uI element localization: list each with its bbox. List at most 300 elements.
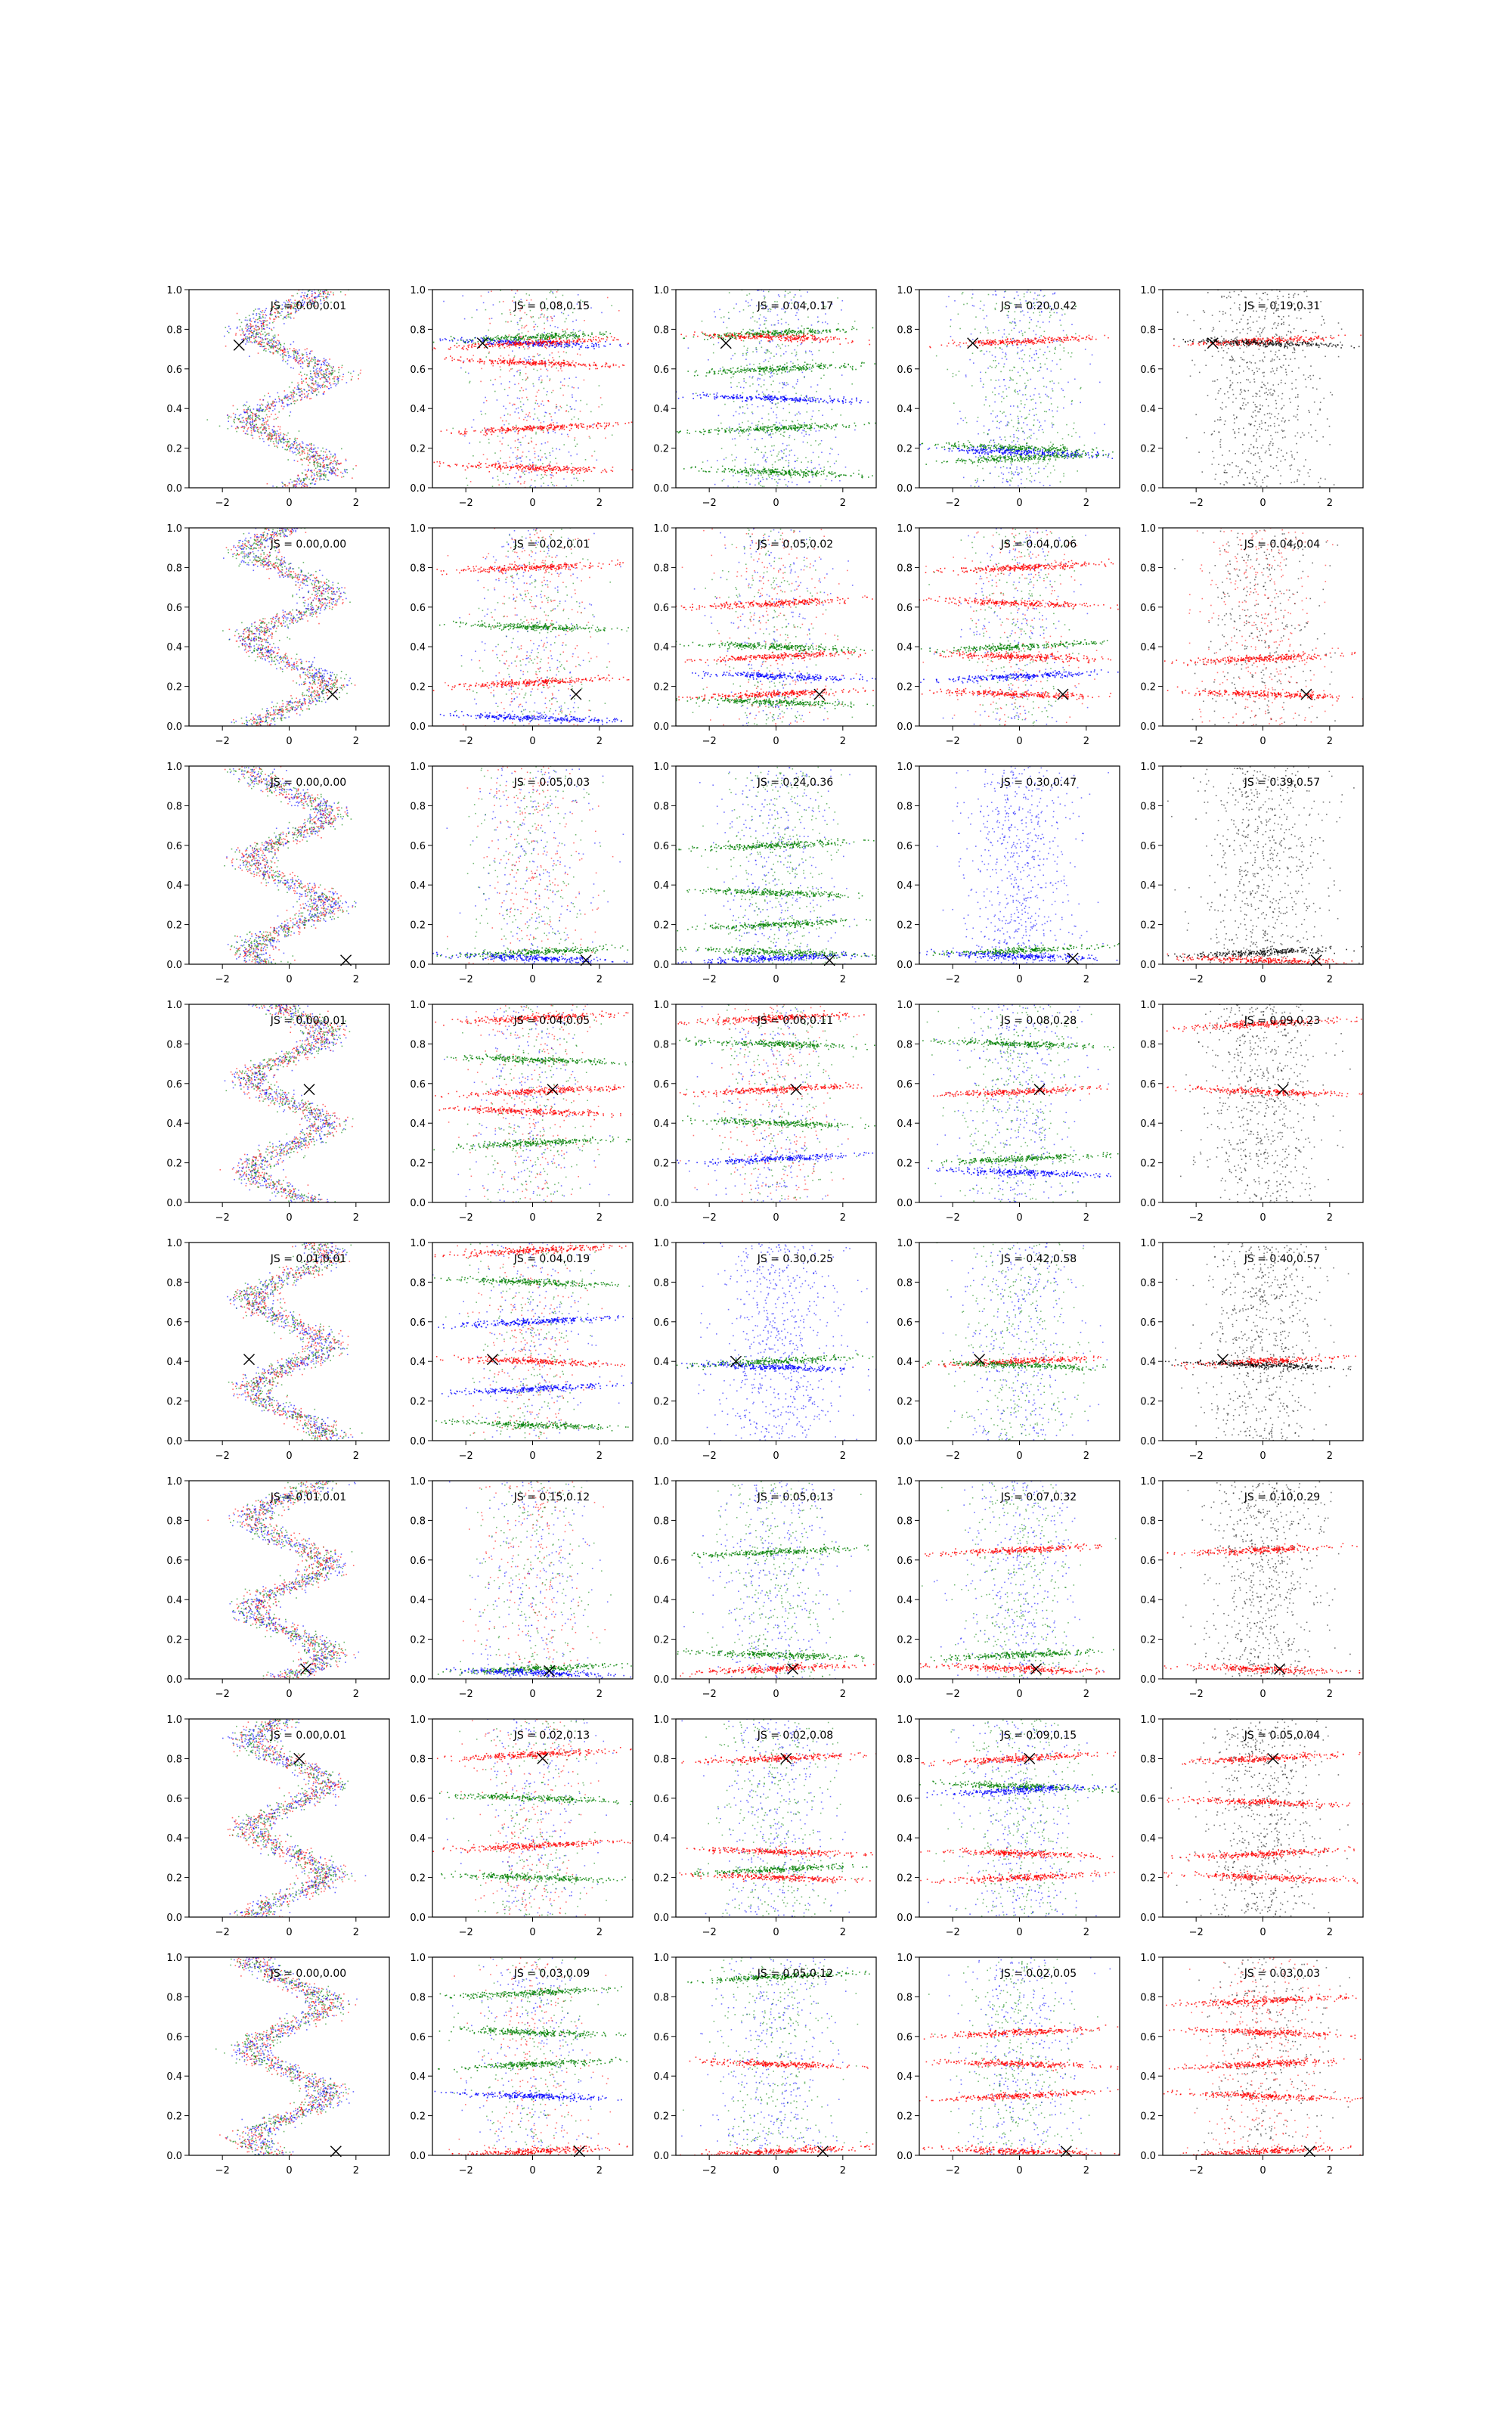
- data-point: [556, 368, 557, 369]
- data-point: [702, 461, 704, 463]
- data-point: [259, 438, 261, 439]
- data-point: [760, 330, 761, 332]
- data-point: [543, 334, 544, 336]
- data-point: [765, 359, 767, 361]
- data-point: [253, 336, 255, 337]
- data-point: [261, 424, 262, 426]
- data-point: [288, 442, 290, 443]
- data-point: [541, 345, 542, 346]
- data-point: [426, 340, 428, 342]
- data-point: [245, 338, 246, 340]
- data-point: [784, 479, 785, 480]
- data-point: [773, 380, 774, 382]
- data-point: [333, 470, 334, 472]
- data-point: [547, 429, 549, 430]
- data-point: [723, 316, 725, 318]
- data-point: [306, 476, 308, 477]
- data-point: [501, 337, 503, 339]
- data-point: [448, 465, 449, 467]
- data-point: [575, 366, 576, 368]
- data-point: [758, 482, 760, 484]
- data-point: [514, 338, 516, 340]
- data-point: [513, 296, 515, 298]
- data-point: [562, 395, 564, 396]
- data-point: [293, 452, 294, 454]
- data-point: [472, 343, 474, 344]
- data-point: [308, 465, 309, 467]
- data-point: [537, 417, 538, 419]
- data-point: [302, 292, 303, 293]
- data-point: [309, 297, 311, 299]
- data-point: [494, 344, 496, 346]
- data-point: [572, 386, 573, 388]
- data-point: [501, 340, 503, 341]
- data-point: [796, 334, 798, 336]
- data-point: [593, 424, 595, 425]
- data-point: [529, 464, 531, 465]
- data-point: [479, 442, 481, 443]
- data-point: [503, 340, 504, 342]
- data-point: [235, 334, 237, 336]
- data-point: [764, 380, 765, 381]
- data-point: [314, 297, 316, 299]
- data-point: [500, 362, 502, 364]
- data-point: [324, 291, 325, 293]
- data-point: [282, 360, 284, 361]
- data-point: [299, 355, 300, 357]
- data-point: [778, 454, 779, 455]
- data-point: [789, 412, 791, 414]
- data-point: [794, 439, 795, 441]
- data-point: [810, 328, 811, 330]
- data-point: [289, 483, 290, 485]
- data-point: [525, 367, 527, 368]
- data-point: [249, 355, 250, 357]
- data-point: [815, 440, 816, 442]
- data-point: [513, 359, 515, 361]
- y-tick-label: 0.6: [166, 365, 182, 376]
- data-point: [228, 326, 230, 327]
- data-point: [771, 478, 773, 479]
- data-point: [744, 413, 745, 414]
- data-point: [271, 438, 272, 439]
- data-point: [618, 340, 619, 341]
- data-point: [528, 339, 530, 340]
- data-point: [334, 371, 336, 372]
- data-point: [805, 431, 807, 433]
- data-point: [776, 481, 777, 482]
- data-point: [295, 484, 296, 486]
- data-point: [281, 482, 283, 483]
- data-point: [314, 483, 316, 485]
- data-point: [549, 334, 550, 335]
- data-point: [321, 475, 322, 476]
- data-point: [568, 436, 569, 438]
- data-point: [268, 420, 269, 421]
- data-point: [246, 420, 247, 421]
- data-point: [467, 485, 469, 486]
- data-point: [336, 464, 337, 466]
- data-point: [842, 300, 844, 302]
- data-point: [458, 360, 460, 361]
- data-point: [600, 334, 601, 335]
- data-point: [524, 349, 525, 350]
- data-point: [524, 474, 525, 476]
- data-point: [510, 337, 512, 338]
- data-point: [449, 349, 451, 350]
- data-point: [277, 392, 279, 394]
- data-point: [525, 417, 526, 418]
- data-point: [571, 428, 572, 430]
- data-point: [280, 439, 282, 440]
- data-point: [587, 428, 588, 430]
- data-point: [267, 324, 268, 326]
- data-point: [546, 475, 547, 476]
- data-point: [262, 410, 264, 411]
- data-point: [328, 388, 330, 389]
- data-point: [559, 338, 560, 340]
- data-point: [296, 401, 297, 402]
- data-point: [606, 425, 608, 427]
- data-point: [535, 464, 537, 466]
- data-point: [516, 427, 517, 428]
- data-point: [305, 478, 306, 479]
- data-point: [531, 471, 532, 473]
- data-point: [543, 482, 544, 484]
- data-point: [240, 326, 241, 327]
- data-point: [732, 439, 733, 440]
- data-point: [512, 368, 513, 370]
- data-point: [791, 450, 792, 451]
- data-point: [488, 352, 490, 354]
- data-point: [553, 390, 554, 392]
- data-point: [256, 313, 258, 315]
- data-point: [342, 376, 344, 377]
- data-point: [829, 453, 831, 455]
- data-point: [519, 417, 520, 419]
- data-point: [313, 461, 314, 463]
- data-point: [311, 387, 312, 389]
- data-point: [514, 384, 516, 386]
- data-point: [314, 389, 316, 391]
- data-point: [772, 464, 773, 466]
- data-point: [463, 349, 464, 350]
- data-point: [287, 486, 289, 487]
- data-point: [288, 357, 290, 358]
- data-point: [340, 291, 342, 293]
- data-point: [585, 459, 587, 461]
- data-point: [326, 372, 327, 374]
- data-point: [300, 358, 302, 360]
- data-point: [483, 337, 485, 338]
- data-point: [813, 468, 814, 470]
- data-point: [743, 309, 745, 311]
- data-point: [274, 405, 276, 407]
- y-tick-label: 0.4: [166, 404, 182, 415]
- data-point: [483, 339, 485, 340]
- data-point: [772, 340, 773, 342]
- data-point: [489, 339, 491, 340]
- data-point: [804, 377, 805, 379]
- data-point: [293, 389, 294, 391]
- data-point: [742, 406, 744, 408]
- data-point: [807, 291, 808, 293]
- data-point: [482, 430, 483, 431]
- data-point: [257, 427, 259, 429]
- data-point: [603, 338, 604, 340]
- data-point: [525, 380, 527, 381]
- data-point: [314, 359, 316, 361]
- data-point: [535, 402, 537, 404]
- data-point: [278, 349, 280, 350]
- data-point: [550, 362, 552, 364]
- data-point: [768, 291, 770, 293]
- data-point: [491, 290, 492, 292]
- data-point: [758, 367, 759, 368]
- data-point: [801, 461, 802, 463]
- data-point: [343, 476, 345, 478]
- data-point: [329, 365, 330, 367]
- data-point: [329, 294, 330, 296]
- data-point: [500, 468, 501, 470]
- data-point: [500, 441, 501, 442]
- data-point: [315, 458, 317, 459]
- data-point: [330, 457, 331, 458]
- data-point: [569, 430, 571, 432]
- data-point: [506, 465, 507, 467]
- data-point: [248, 328, 249, 330]
- data-point: [763, 332, 764, 334]
- data-point: [544, 453, 546, 455]
- data-point: [779, 296, 780, 297]
- data-point: [262, 438, 264, 439]
- data-point: [471, 347, 472, 349]
- data-point: [316, 364, 318, 365]
- data-point: [260, 431, 262, 433]
- data-point: [591, 346, 593, 347]
- data-point: [563, 470, 565, 471]
- data-point: [307, 452, 308, 454]
- data-point: [545, 467, 547, 468]
- data-point: [497, 340, 499, 342]
- data-point: [274, 340, 275, 342]
- data-point: [618, 310, 620, 312]
- data-point: [619, 345, 621, 346]
- data-point: [558, 371, 559, 372]
- data-point: [327, 381, 329, 383]
- data-point: [306, 356, 308, 358]
- data-point: [319, 466, 321, 467]
- data-point: [707, 335, 708, 337]
- data-point: [333, 372, 334, 374]
- data-point: [250, 341, 252, 343]
- data-point: [749, 483, 751, 485]
- data-point: [534, 363, 535, 365]
- data-point: [702, 321, 703, 322]
- data-point: [468, 463, 469, 464]
- data-point: [277, 447, 278, 448]
- data-point: [461, 433, 463, 435]
- data-point: [652, 470, 654, 471]
- data-point: [458, 431, 460, 433]
- data-point: [308, 456, 309, 458]
- data-point: [762, 458, 764, 459]
- data-point: [318, 448, 319, 449]
- data-point: [296, 358, 298, 360]
- data-point: [804, 333, 805, 334]
- data-point: [562, 335, 564, 337]
- data-point: [797, 359, 798, 361]
- data-point: [307, 477, 308, 479]
- data-point: [789, 292, 791, 293]
- data-point: [328, 376, 330, 377]
- data-point: [256, 330, 257, 331]
- data-point: [259, 313, 260, 315]
- data-point: [754, 321, 756, 322]
- data-point: [590, 307, 592, 309]
- data-point: [799, 413, 801, 414]
- data-point: [579, 469, 581, 470]
- data-point: [764, 298, 766, 299]
- data-point: [543, 432, 544, 433]
- data-point: [829, 388, 831, 389]
- data-point: [551, 352, 553, 354]
- data-point: [319, 470, 321, 472]
- data-point: [505, 343, 507, 344]
- data-point: [317, 453, 318, 455]
- data-point: [463, 341, 465, 343]
- data-point: [353, 371, 355, 372]
- data-point: [520, 458, 522, 459]
- data-point: [609, 424, 610, 425]
- data-point: [282, 402, 284, 404]
- data-point: [284, 434, 286, 436]
- data-point: [329, 374, 330, 375]
- data-point: [307, 485, 308, 486]
- data-point: [806, 433, 807, 435]
- data-point: [496, 342, 497, 343]
- data-point: [580, 470, 581, 472]
- data-point: [308, 450, 309, 451]
- data-point: [243, 430, 245, 432]
- data-point: [316, 371, 318, 373]
- data-point: [284, 354, 286, 355]
- data-point: [246, 320, 248, 321]
- data-point: [789, 437, 790, 439]
- data-point: [261, 325, 262, 327]
- data-point: [768, 434, 770, 436]
- data-point: [582, 427, 584, 428]
- data-point: [752, 351, 754, 352]
- data-point: [314, 361, 316, 363]
- data-point: [601, 404, 603, 405]
- data-point: [591, 343, 593, 345]
- data-point: [308, 358, 309, 359]
- data-point: [566, 337, 568, 338]
- data-point: [259, 316, 260, 318]
- data-point: [547, 370, 549, 371]
- data-point: [273, 441, 274, 442]
- data-point: [315, 369, 317, 371]
- data-point: [528, 361, 529, 362]
- data-point: [288, 447, 290, 448]
- data-point: [497, 479, 499, 481]
- data-point: [524, 482, 525, 484]
- data-point: [768, 475, 770, 476]
- data-point: [720, 317, 722, 318]
- data-point: [251, 427, 253, 428]
- data-point: [784, 296, 785, 298]
- data-point: [814, 428, 816, 430]
- data-point: [344, 469, 345, 470]
- data-point: [544, 358, 545, 359]
- data-point: [254, 330, 256, 332]
- data-point: [325, 474, 327, 476]
- data-point: [547, 425, 549, 427]
- data-point: [771, 437, 773, 439]
- data-point: [593, 427, 594, 429]
- data-point: [322, 385, 324, 386]
- data-point: [428, 340, 429, 342]
- data-point: [321, 374, 322, 376]
- data-point: [293, 399, 294, 400]
- data-point: [812, 354, 813, 355]
- data-point: [765, 452, 767, 454]
- data-point: [541, 478, 542, 479]
- data-point: [854, 327, 855, 329]
- data-point: [801, 332, 803, 334]
- data-point: [572, 346, 573, 348]
- data-point: [818, 321, 820, 322]
- data-point: [540, 317, 541, 318]
- data-point: [526, 314, 528, 315]
- data-point: [276, 436, 277, 438]
- data-point: [804, 430, 805, 432]
- data-point: [571, 365, 572, 366]
- data-point: [207, 419, 209, 420]
- data-point: [733, 376, 734, 377]
- data-point: [262, 424, 264, 426]
- data-point: [518, 336, 519, 337]
- data-point: [435, 348, 436, 349]
- data-point: [582, 338, 584, 340]
- data-point: [815, 330, 816, 332]
- data-point: [544, 323, 545, 324]
- data-point: [591, 455, 593, 457]
- data-point: [598, 406, 600, 408]
- data-point: [524, 340, 525, 341]
- data-point: [764, 395, 766, 396]
- data-point: [265, 429, 266, 430]
- data-point: [743, 378, 745, 380]
- data-point: [299, 395, 301, 396]
- data-point: [251, 435, 253, 436]
- data-point: [644, 346, 646, 347]
- data-point: [299, 391, 301, 392]
- data-point: [729, 427, 730, 428]
- data-point: [497, 429, 499, 430]
- data-point: [324, 468, 326, 470]
- data-point: [569, 341, 571, 343]
- data-point: [741, 366, 742, 368]
- data-point: [265, 338, 267, 340]
- data-point: [274, 337, 276, 338]
- data-point: [538, 333, 540, 334]
- data-point: [524, 338, 525, 340]
- data-point: [841, 309, 842, 311]
- data-point: [746, 355, 748, 356]
- data-point: [580, 411, 581, 412]
